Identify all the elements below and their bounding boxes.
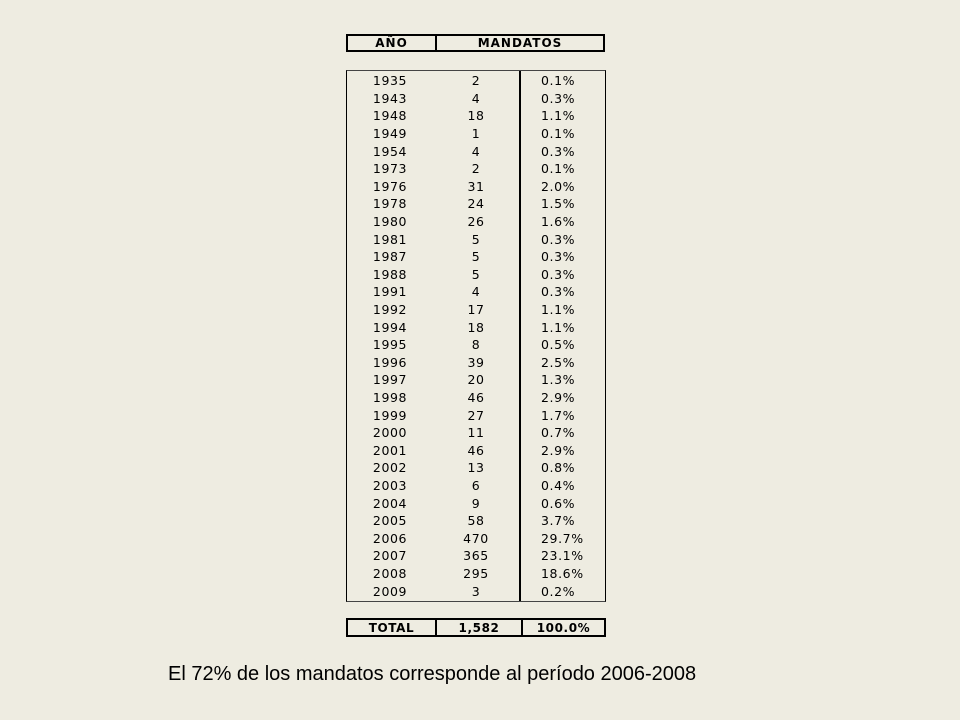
row-year: 1935	[372, 73, 408, 89]
table-row	[347, 160, 605, 178]
row-year: 2000	[372, 425, 408, 441]
table-row	[347, 72, 605, 90]
row-count: 27	[467, 407, 485, 423]
row-year: 1997	[372, 372, 408, 388]
row-percent: 0.1%	[541, 161, 576, 177]
row-year: 1978	[372, 196, 408, 212]
row-year: 1976	[372, 178, 408, 194]
row-year: 1987	[372, 249, 408, 265]
row-percent: 1.5%	[541, 196, 576, 212]
table-row	[347, 107, 605, 125]
total-percent: 100.0%	[536, 620, 591, 635]
row-count: 20	[467, 372, 485, 388]
table-row	[347, 283, 605, 301]
table-row	[347, 195, 605, 213]
row-percent: 0.3%	[541, 90, 576, 106]
column-divider	[519, 71, 521, 601]
row-percent: 1.1%	[541, 319, 576, 335]
row-year: 1991	[372, 284, 408, 300]
row-count: 4	[471, 90, 481, 106]
row-count: 18	[467, 319, 485, 335]
row-count: 6	[471, 477, 481, 493]
slide-caption: El 72% de los mandatos corresponde al período 2006-2008	[168, 663, 697, 685]
row-count: 18	[467, 108, 485, 124]
table-row	[347, 494, 605, 512]
header-mandates: MANDATOS	[477, 36, 563, 50]
row-percent: 0.5%	[541, 337, 576, 353]
row-year: 1995	[372, 337, 408, 353]
row-percent: 2.9%	[541, 442, 576, 458]
row-year: 2006	[372, 530, 408, 546]
table-row	[347, 354, 605, 372]
row-percent: 0.1%	[541, 73, 576, 89]
row-year: 2009	[372, 583, 408, 599]
row-year: 1996	[372, 354, 408, 370]
table-row	[347, 90, 605, 108]
row-count: 1	[471, 126, 481, 142]
table-row	[347, 230, 605, 248]
row-count: 24	[467, 196, 485, 212]
table-row	[347, 336, 605, 354]
table-row	[347, 441, 605, 459]
row-percent: 1.3%	[541, 372, 576, 388]
table-row	[347, 477, 605, 495]
row-count: 26	[467, 214, 485, 230]
row-percent: 2.5%	[541, 354, 576, 370]
row-year: 1981	[372, 231, 408, 247]
row-percent: 0.3%	[541, 284, 576, 300]
row-year: 1980	[372, 214, 408, 230]
row-year: 2007	[372, 548, 408, 564]
table-row	[347, 213, 605, 231]
row-percent: 0.3%	[541, 231, 576, 247]
row-count: 470	[463, 530, 489, 546]
row-year: 1994	[372, 319, 408, 335]
row-percent: 3.7%	[541, 513, 576, 529]
total-count: 1,582	[437, 620, 523, 635]
row-year: 1973	[372, 161, 408, 177]
row-count: 9	[471, 495, 481, 511]
table-row	[347, 318, 605, 336]
table-row	[347, 266, 605, 284]
table-header	[346, 34, 605, 52]
header-year: AÑO	[348, 36, 437, 50]
row-percent: 0.3%	[541, 266, 576, 282]
row-percent: 1.6%	[541, 214, 576, 230]
table-row	[347, 424, 605, 442]
row-percent: 0.3%	[541, 143, 576, 159]
row-year: 1943	[372, 90, 408, 106]
row-count: 8	[471, 337, 481, 353]
row-count: 5	[471, 266, 481, 282]
row-percent: 0.4%	[541, 477, 576, 493]
row-year: 1999	[372, 407, 408, 423]
row-count: 2	[471, 73, 481, 89]
row-year: 2004	[372, 495, 408, 511]
row-percent: 2.0%	[541, 178, 576, 194]
row-year: 1954	[372, 143, 408, 159]
row-year: 1988	[372, 266, 408, 282]
table-row	[347, 371, 605, 389]
table-row	[347, 565, 605, 583]
table-row	[347, 406, 605, 424]
row-year: 2008	[372, 565, 408, 581]
row-percent: 0.6%	[541, 495, 576, 511]
row-percent: 0.2%	[541, 583, 576, 599]
table-row	[347, 582, 605, 600]
row-count: 5	[471, 231, 481, 247]
table-row	[347, 529, 605, 547]
row-year: 2001	[372, 442, 408, 458]
row-count: 365	[463, 548, 489, 564]
row-percent: 0.3%	[541, 249, 576, 265]
row-count: 58	[467, 513, 485, 529]
row-count: 4	[471, 284, 481, 300]
data-table	[346, 70, 606, 602]
table-row	[347, 142, 605, 160]
row-year: 1949	[372, 126, 408, 142]
row-year: 1998	[372, 389, 408, 405]
row-percent: 23.1%	[541, 548, 584, 564]
table-row	[347, 248, 605, 266]
total-row	[346, 618, 606, 637]
row-percent: 2.9%	[541, 389, 576, 405]
row-year: 1992	[372, 302, 408, 318]
row-count: 46	[467, 442, 485, 458]
row-count: 46	[467, 389, 485, 405]
row-count: 5	[471, 249, 481, 265]
row-count: 31	[467, 178, 485, 194]
row-count: 17	[467, 302, 485, 318]
row-percent: 1.1%	[541, 108, 576, 124]
row-percent: 0.1%	[541, 126, 576, 142]
row-percent: 29.7%	[541, 530, 584, 546]
row-year: 2002	[372, 460, 408, 476]
row-percent: 0.7%	[541, 425, 576, 441]
row-year: 2005	[372, 513, 408, 529]
row-count: 13	[467, 460, 485, 476]
table-row	[347, 389, 605, 407]
row-percent: 1.7%	[541, 407, 576, 423]
table-row	[347, 125, 605, 143]
row-percent: 18.6%	[541, 565, 584, 581]
row-year: 2003	[372, 477, 408, 493]
row-count: 295	[463, 565, 489, 581]
total-label: TOTAL	[348, 620, 437, 635]
table-row	[347, 178, 605, 196]
table-row	[347, 301, 605, 319]
row-count: 4	[471, 143, 481, 159]
row-count: 11	[467, 425, 485, 441]
row-count: 39	[467, 354, 485, 370]
row-count: 2	[471, 161, 481, 177]
row-year: 1948	[372, 108, 408, 124]
table-row	[347, 512, 605, 530]
table-row	[347, 547, 605, 565]
table-row	[347, 459, 605, 477]
row-count: 3	[471, 583, 481, 599]
row-percent: 0.8%	[541, 460, 576, 476]
row-percent: 1.1%	[541, 302, 576, 318]
